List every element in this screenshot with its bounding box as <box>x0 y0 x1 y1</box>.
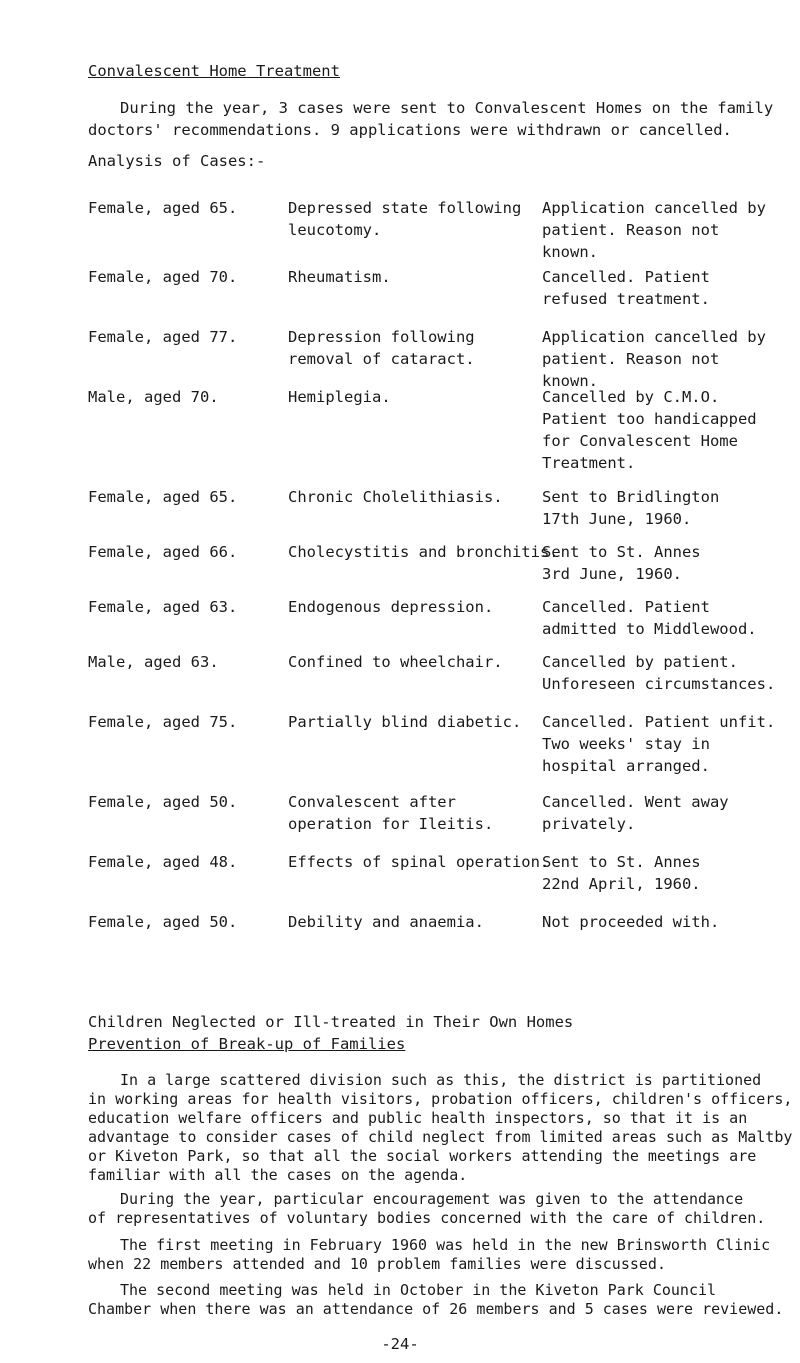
case-condition: Partially blind diabetic. <box>288 713 522 731</box>
case-outcome: Cancelled. Patient admitted to Middlewood. <box>542 598 757 638</box>
case-condition: Chronic Cholelithiasis. <box>288 488 503 506</box>
section-subtitle: Prevention of Break-up of Families <box>88 1035 406 1053</box>
case-patient: Female, aged 63. <box>88 598 238 616</box>
case-patient: Female, aged 75. <box>88 713 238 731</box>
case-condition: Effects of spinal operation. <box>288 853 550 871</box>
case-outcome: Cancelled by patient. Unforeseen circumstances. <box>542 653 776 693</box>
case-condition: Cholecystitis and bronchitis. <box>288 543 559 561</box>
case-outcome: Cancelled by C.M.O. Patient too handicapped for Convalescent Home Treatment. <box>542 388 757 472</box>
case-outcome: Sent to St. Annes 3rd June, 1960. <box>542 543 701 583</box>
case-patient: Female, aged 77. <box>88 328 238 346</box>
case-condition: Confined to wheelchair. <box>288 653 503 671</box>
paragraph: The first meeting in February 1960 was held in the new Brinsworth Clinic when 22 members attended and 10 problem families were discussed. <box>88 1236 771 1273</box>
case-outcome: Not proceeded with. <box>542 913 720 931</box>
case-patient: Female, aged 70. <box>88 268 238 286</box>
section-heading: Convalescent Home Treatment <box>88 62 340 80</box>
case-row <box>88 386 800 474</box>
case-patient: Female, aged 50. <box>88 793 238 811</box>
case-condition: Debility and anaemia. <box>288 913 484 931</box>
case-outcome: Cancelled. Patient unfit. Two weeks' stay in hospital arranged. <box>542 713 776 775</box>
case-patient: Female, aged 66. <box>88 543 238 561</box>
case-patient: Female, aged 65. <box>88 488 238 506</box>
case-outcome: Cancelled. Went away privately. <box>542 793 729 833</box>
case-condition: Rheumatism. <box>288 268 391 286</box>
case-outcome: Sent to Bridlington 17th June, 1960. <box>542 488 720 528</box>
case-condition: Depression following removal of cataract. <box>288 328 475 368</box>
case-patient: Male, aged 70. <box>88 388 219 406</box>
case-outcome: Application cancelled by patient. Reason not known. <box>542 328 766 390</box>
intro-paragraph: During the year, 3 cases were sent to Convalescent Homes on the family doctors' recommendations. 9 applications were withdrawn or cancelled. <box>88 99 774 139</box>
case-outcome: Sent to St. Annes 22nd April, 1960. <box>542 853 701 893</box>
case-outcome: Cancelled. Patient refused treatment. <box>542 268 710 308</box>
case-condition: Hemiplegia. <box>288 388 391 406</box>
paragraph: During the year, particular encouragement was given to the attendance of representatives of voluntary bodies concerned with the care of children. <box>88 1190 766 1227</box>
case-patient: Female, aged 48. <box>88 853 238 871</box>
case-condition: Endogenous depression. <box>288 598 494 616</box>
case-condition: Depressed state following leucotomy. <box>288 199 522 239</box>
case-row <box>88 711 800 799</box>
analysis-label: Analysis of Cases:- <box>88 152 266 170</box>
case-outcome: Application cancelled by patient. Reason not known. <box>542 199 766 261</box>
paragraph: The second meeting was held in October in the Kiveton Park Council Chamber when there was an attendance of 26 members and 5 cases were reviewed. <box>88 1281 784 1318</box>
case-patient: Female, aged 65. <box>88 199 238 217</box>
case-patient: Male, aged 63. <box>88 653 219 671</box>
case-patient: Female, aged 50. <box>88 913 238 931</box>
page-number: -24- <box>381 1335 419 1353</box>
case-condition: Convalescent after operation for Ileitis. <box>288 793 494 833</box>
section-title: Children Neglected or Ill-treated in Their Own Homes <box>88 1013 574 1031</box>
case-row <box>88 911 800 999</box>
paragraph: In a large scattered division such as this, the district is partitioned in working areas for health visitors, probation officers, children's officers, education welfare officers and public health inspectors, so that it is an advantage to consider cases of child neglect from limited areas such as Maltby or Kiveton Park, so that all the social workers attending the meetings are familiar with all the cases on the agenda. <box>88 1071 793 1184</box>
